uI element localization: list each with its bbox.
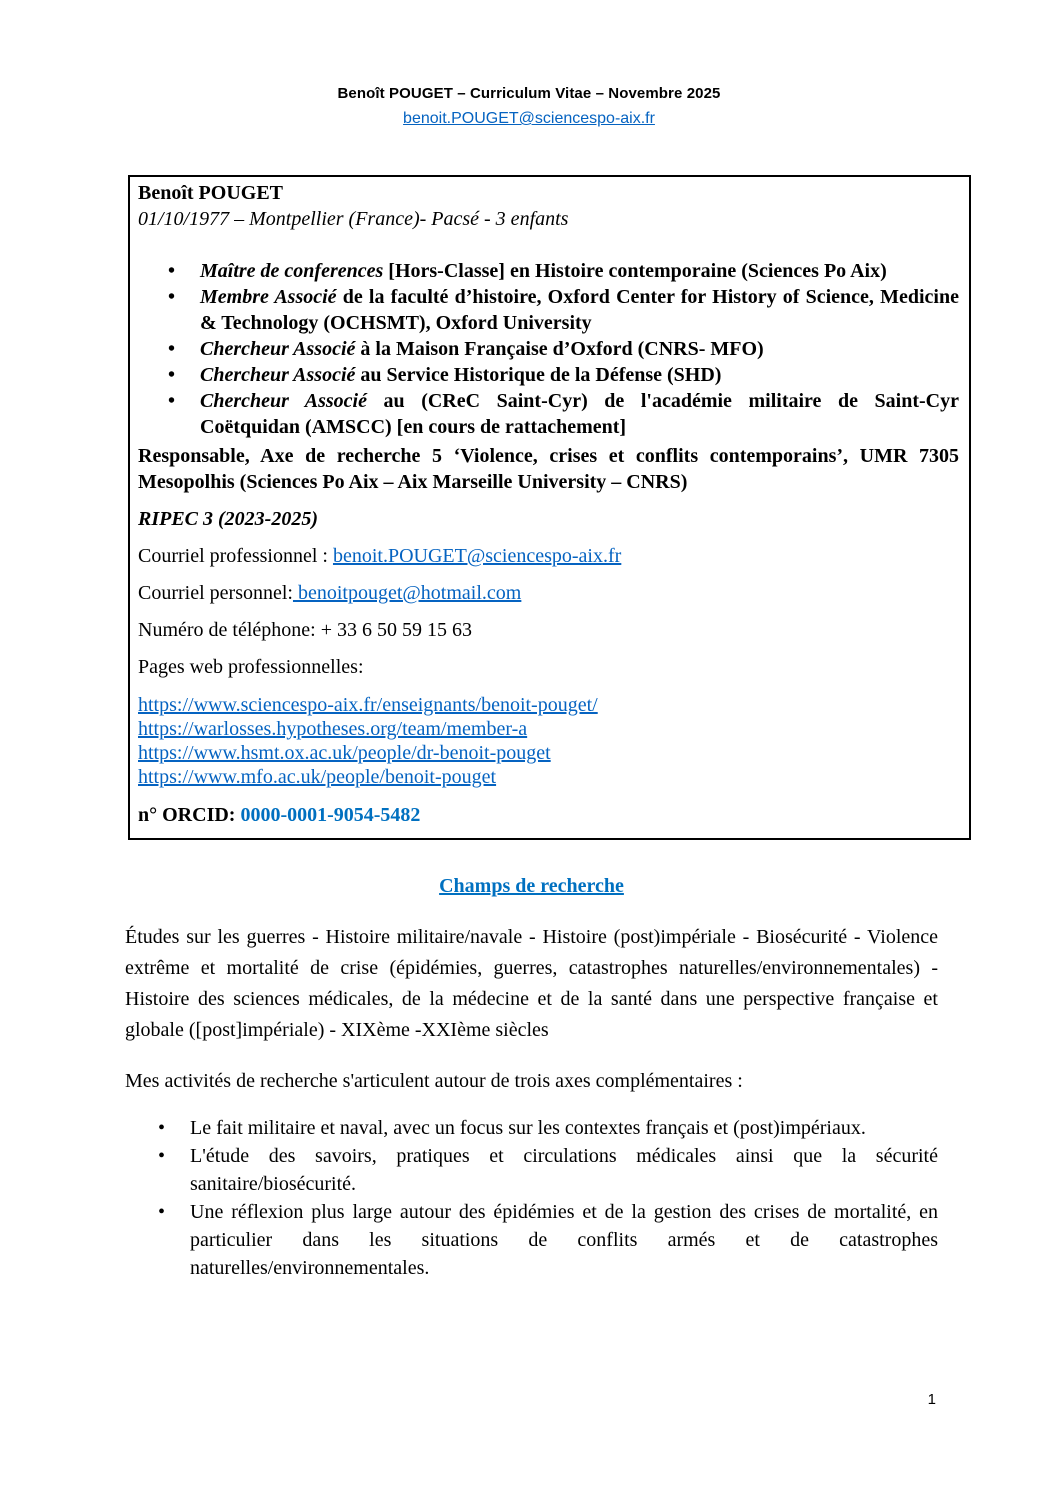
axis-item xyxy=(125,1198,938,1282)
orcid-line xyxy=(138,802,959,828)
document-header xyxy=(0,84,1058,130)
position-item xyxy=(138,284,959,336)
webpages-label: Pages web professionnelles: xyxy=(138,656,364,678)
webpage-link-hsmt[interactable]: https://www.hsmt.ox.ac.uk/people/dr-benoit-pouget xyxy=(138,742,551,764)
position-item xyxy=(138,258,959,284)
bullet-icon: • xyxy=(168,390,176,412)
position-item xyxy=(138,336,959,362)
person-name: Benoît POUGET xyxy=(138,182,284,204)
axis-text: Le fait militaire et naval, avec un focus sur les contextes français et (post)impériaux. xyxy=(190,1117,866,1139)
position-text: Maître de conferences [Hors-Classe] en Histoire contemporaine (Sciences Po Aix) xyxy=(200,260,887,282)
research-section xyxy=(125,872,938,1282)
positions-list xyxy=(138,258,959,440)
identity-box xyxy=(128,175,971,840)
header-email-link[interactable]: benoit.POUGET@sciencespo-aix.fr xyxy=(403,110,655,127)
research-intro-paragraph: Mes activités de recherche s'articulent autour de trois axes complémentaires : xyxy=(125,1070,743,1092)
birth-info: 01/10/1977 – Montpellier (France)- Pacsé - 3 enfants xyxy=(138,208,569,230)
courriel-pro-link[interactable]: benoit.POUGET@sciencespo-aix.fr xyxy=(332,545,622,567)
courriel-pro-line xyxy=(138,543,959,569)
orcid-label: n° ORCID: xyxy=(138,804,241,826)
axis-text: Une réflexion plus large autour des épidémies et de la gestion des crises de mortalité, en particulier dans les situations de conflits armés et de catastrophes naturelles/environnementales. xyxy=(190,1201,938,1279)
responsable-line: Responsable, Axe de recherche 5 ‘Violence, crises et conflits contemporains’, UMR 7305 Mesopolhis (Sciences Po Aix – Aix Marseille University – CNRS) xyxy=(138,445,959,493)
page-number: 1 xyxy=(927,1391,936,1408)
webpage-link-warlosses[interactable]: https://warlosses.hypotheses.org/team/member-a xyxy=(138,718,528,740)
webpage-link-mfo[interactable]: https://www.mfo.ac.uk/people/benoit-pouget xyxy=(138,766,497,788)
bullet-icon: • xyxy=(158,1201,166,1223)
section-heading-champs-de-recherche: Champs de recherche xyxy=(439,875,624,897)
position-text: Chercheur Associé à la Maison Française d’Oxford (CNRS- MFO) xyxy=(200,338,764,360)
bullet-icon: • xyxy=(168,338,176,360)
courriel-pro-label: Courriel professionnel : xyxy=(138,545,333,567)
position-text: Membre Associé de la faculté d’histoire, Oxford Center for History of Science, Medicine & Technology (OCHSMT), Oxford University xyxy=(200,286,959,334)
bullet-icon: • xyxy=(158,1145,166,1167)
position-item xyxy=(138,388,959,440)
courriel-perso-link[interactable]: benoitpouget@hotmail.com xyxy=(292,582,522,604)
bullet-icon: • xyxy=(168,260,176,282)
webpages-list xyxy=(138,693,959,789)
axis-item xyxy=(125,1142,938,1198)
webpage-link-sciencespo[interactable]: https://www.sciencespo-aix.fr/enseignants/benoit-pouget/ xyxy=(138,694,598,716)
axis-text: L'étude des savoirs, pratiques et circulations médicales ainsi que la sécurité sanitaire/biosécurité. xyxy=(190,1145,938,1195)
axis-item xyxy=(125,1114,938,1142)
position-text: Chercheur Associé au (CReC Saint-Cyr) de l'académie militaire de Saint-Cyr Coëtquidan (AMSCC) [en cours de rattachement] xyxy=(200,390,959,438)
research-fields-paragraph: Études sur les guerres - Histoire militaire/navale - Histoire (post)impériale - Biosécurité - Violence extrême et mortalité de crise (épidémies, guerres, catastrophes naturelles/environnementales) - Histoire des sciences médicales, de la médecine et de la santé dans une perspective française et globale ([post]impériale) - XIXème -XXIème siècles xyxy=(125,926,938,1041)
bullet-icon: • xyxy=(158,1117,166,1139)
courriel-perso-line xyxy=(138,580,959,606)
header-title: Benoît POUGET – Curriculum Vitae – Novembre 2025 xyxy=(337,85,721,102)
ripec-line: RIPEC 3 (2023-2025) xyxy=(138,508,318,530)
bullet-icon: • xyxy=(168,364,176,386)
position-text: Chercheur Associé au Service Historique de la Défense (SHD) xyxy=(200,364,722,386)
courriel-perso-label: Courriel personnel: xyxy=(138,582,293,604)
phone-line: Numéro de téléphone: + 33 6 50 59 15 63 xyxy=(138,619,472,641)
research-axes-list xyxy=(125,1114,938,1282)
orcid-number-link[interactable]: 0000-0001-9054-5482 xyxy=(240,804,421,826)
position-item xyxy=(138,362,959,388)
bullet-icon: • xyxy=(168,286,176,308)
